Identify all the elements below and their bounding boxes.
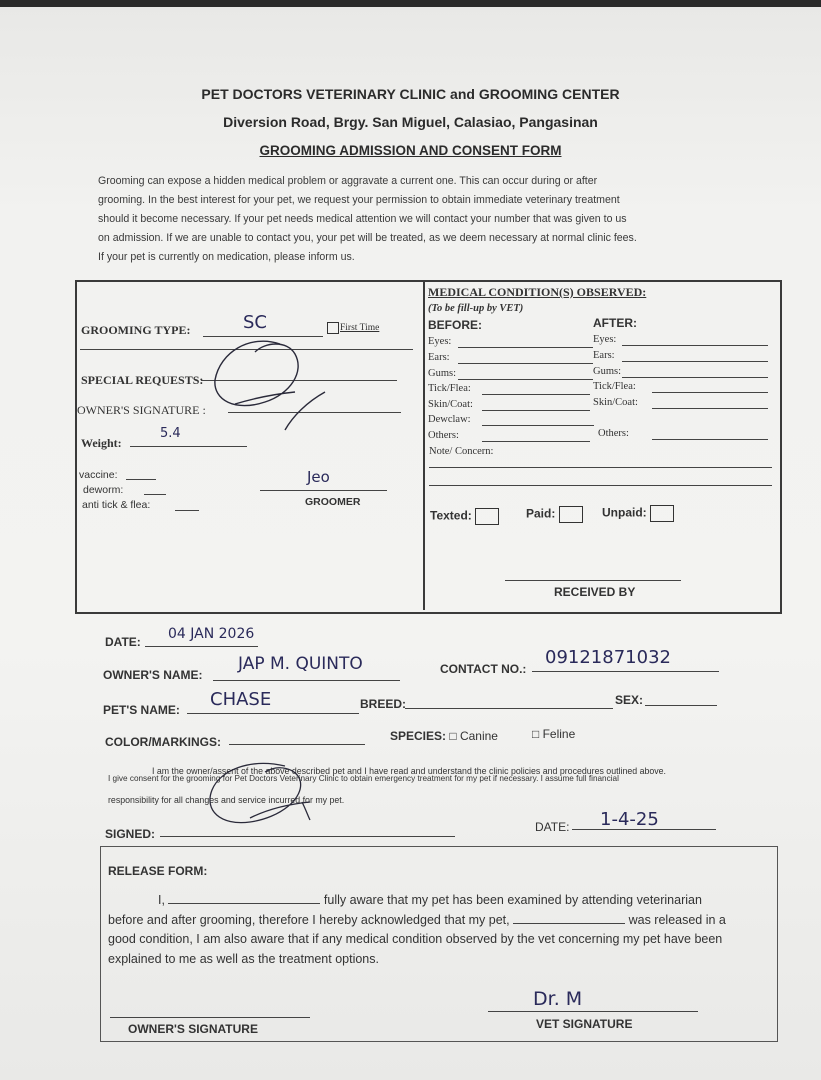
before-row-label: Ears: (428, 352, 450, 363)
date-value[interactable]: 04 JAN 2026 (168, 626, 255, 642)
after-row-line[interactable] (622, 345, 768, 346)
paid-text: Paid: (526, 506, 556, 521)
owner-signature-label: OWNER'S SIGNATURE : (77, 403, 206, 417)
owner-name-line (213, 680, 400, 681)
species-group (390, 729, 498, 743)
owner-release-sig-label: OWNER'S SIGNATURE (128, 1022, 258, 1036)
release-line-4: explained to me as well as the treatment options. (108, 951, 379, 966)
texted-checkbox[interactable] (475, 508, 499, 525)
before-label: BEFORE: (428, 318, 482, 332)
weight-value[interactable]: 5.4 (160, 426, 181, 441)
unpaid-checkbox[interactable] (650, 505, 674, 522)
release-pet-blank[interactable] (513, 923, 625, 924)
release-line-1-text: fully aware that my pet has been examined by attending veterinarian (323, 893, 702, 907)
breed-line[interactable] (405, 708, 613, 709)
signed-signature-scribble (190, 758, 350, 838)
scan-edge (0, 0, 821, 7)
received-by-label: RECEIVED BY (554, 585, 636, 599)
feline-checkbox[interactable]: □ (532, 727, 540, 741)
after-row-line[interactable] (622, 361, 768, 362)
release-owner-blank[interactable] (168, 903, 320, 904)
sex-line[interactable] (645, 705, 717, 706)
after-row-line[interactable] (652, 392, 768, 393)
special-requests-label: SPECIAL REQUESTS: (81, 373, 204, 387)
antitick-line (175, 510, 199, 511)
consent-line-3: responsibility for all changes and service incurred for my pet. (108, 795, 345, 805)
consent-line-1: I am the owner/assent of the above described pet and I have read and understand the clinic policies and procedures outlined above. (152, 766, 666, 776)
before-row-line[interactable] (482, 394, 590, 395)
after-label: AFTER: (593, 316, 637, 330)
groomer-value[interactable]: Jeo (307, 468, 330, 486)
clinic-address: Diversion Road, Brgy. San Miguel, Calasiao, Pangasinan (223, 114, 598, 130)
form-title: GROOMING ADMISSION AND CONSENT FORM (259, 143, 562, 158)
signed-label: SIGNED: (105, 827, 156, 841)
note-concern-label: Note/ Concern: (429, 446, 494, 457)
pet-name-line (187, 713, 359, 714)
date-label: DATE: (105, 635, 141, 649)
vet-sig-line[interactable] (488, 1011, 698, 1012)
signed-line[interactable] (160, 836, 455, 837)
note-line-2[interactable] (429, 485, 772, 486)
after-row-line[interactable] (652, 408, 768, 409)
date-line (145, 646, 258, 647)
owner-release-sig-line[interactable] (110, 1017, 310, 1018)
after-row-label: Others: (598, 428, 629, 439)
before-row-label: Skin/Coat: (428, 399, 473, 410)
pet-name-value[interactable]: CHASE (210, 689, 272, 710)
color-label: COLOR/MARKINGS: (105, 735, 221, 749)
deworm-label: deworm: (83, 484, 124, 496)
release-title: RELEASE FORM: (108, 864, 208, 878)
before-row-line[interactable] (482, 441, 590, 442)
before-row-label: Tick/Flea: (428, 383, 471, 394)
paid-checkbox[interactable] (559, 506, 583, 523)
before-row-line[interactable] (458, 379, 593, 380)
after-row-line[interactable] (622, 377, 768, 378)
feline-group (532, 727, 575, 741)
deworm-line (144, 494, 166, 495)
before-row-label: Eyes: (428, 336, 452, 347)
before-row-line[interactable] (458, 347, 593, 348)
first-time-label: First Time (340, 323, 380, 333)
before-row-line[interactable] (482, 410, 590, 411)
intro-line: Grooming can expose a hidden medical problem or aggravate a current one. This can occur during or after (98, 175, 598, 187)
after-row-line[interactable] (652, 439, 768, 440)
after-row-label: Tick/Flea: (593, 381, 636, 392)
contact-label: CONTACT NO.: (440, 662, 527, 676)
intro-line: on admission. If we are unable to contact you, your pet will be treated, as we deem necessary at normal clinic fees. (98, 232, 637, 244)
texted-label (430, 508, 499, 525)
release-line-3: good condition, I am also aware that if any medical condition observed by the vet concerning my pet have been (108, 932, 723, 946)
clinic-name: PET DOCTORS VETERINARY CLINIC and GROOMING CENTER (201, 86, 620, 102)
after-row-label: Eyes: (593, 334, 617, 345)
groomer-label: GROOMER (305, 496, 361, 508)
contact-line (532, 671, 719, 672)
canine-label: Canine (459, 729, 498, 743)
texted-text: Texted: (430, 508, 472, 523)
release-line-2-end: was released in a (628, 912, 726, 927)
weight-line (130, 446, 247, 447)
before-row-line[interactable] (482, 425, 594, 426)
release-line-1 (108, 891, 774, 911)
intro-line: should it become necessary. If your pet needs medical attention we will contact your number that was given to us (98, 213, 627, 225)
groomer-line (260, 490, 387, 491)
note-line-1[interactable] (429, 467, 772, 468)
unpaid-label (602, 505, 674, 522)
medical-note: (To be fill-up by VET) (428, 303, 524, 314)
sex-label: SEX: (615, 693, 644, 707)
vaccine-line (126, 479, 156, 480)
owner-name-value[interactable]: JAP M. QUINTO (238, 654, 363, 674)
before-row-line[interactable] (458, 363, 593, 364)
before-row-label: Others: (428, 430, 459, 441)
weight-label: Weight: (81, 436, 122, 450)
release-i: I, (158, 893, 165, 907)
paid-label (526, 506, 583, 523)
table-divider (423, 282, 425, 610)
pet-name-label: PET'S NAME: (103, 703, 180, 717)
feline-label: Feline (542, 727, 576, 741)
color-line[interactable] (229, 744, 365, 745)
consent-date-label: DATE: (535, 820, 570, 834)
after-row-label: Gums: (593, 366, 622, 377)
antitick-label: anti tick & flea: (82, 499, 151, 511)
consent-line-2: I give consent for the grooming for Pet Doctors Veterinary Clinic to obtain emergency treatment for my pet if necessary. I assume full financial (108, 774, 619, 783)
release-text (108, 891, 774, 969)
medical-title: MEDICAL CONDITION(S) OBSERVED: (428, 285, 647, 299)
before-row-label: Gums: (428, 368, 457, 379)
received-by-line[interactable] (505, 580, 681, 581)
intro-line: grooming. In the best interest for your pet, we request your permission to obtain immediate veterinary treatment (98, 194, 620, 206)
vet-sig-label: VET SIGNATURE (536, 1017, 633, 1031)
owner-signature-scribble (195, 332, 345, 432)
breed-label: BREED: (360, 697, 407, 711)
vaccine-label: vaccine: (79, 469, 118, 481)
contact-value[interactable]: 09121871032 (545, 647, 671, 668)
intro-line: If your pet is currently on medication, please inform us. (98, 251, 355, 263)
owner-name-label: OWNER'S NAME: (103, 668, 203, 682)
before-row-label: Dewclaw: (428, 414, 471, 425)
after-row-label: Skin/Coat: (593, 397, 638, 408)
intro-paragraph (98, 172, 720, 267)
release-line-2 (108, 911, 774, 931)
release-line-2-text: before and after grooming, therefore I hereby acknowledged that my pet, (108, 912, 510, 927)
unpaid-text: Unpaid: (602, 505, 647, 520)
species-label: SPECIES: (390, 729, 447, 743)
after-row-label: Ears: (593, 350, 615, 361)
canine-checkbox[interactable]: □ (449, 729, 457, 743)
consent-date-value[interactable]: 1-4-25 (600, 809, 659, 830)
grooming-type-value[interactable]: SC (243, 312, 267, 333)
vet-signature-value: Dr. M (533, 988, 583, 1010)
grooming-type-label: GROOMING TYPE: (81, 323, 191, 337)
